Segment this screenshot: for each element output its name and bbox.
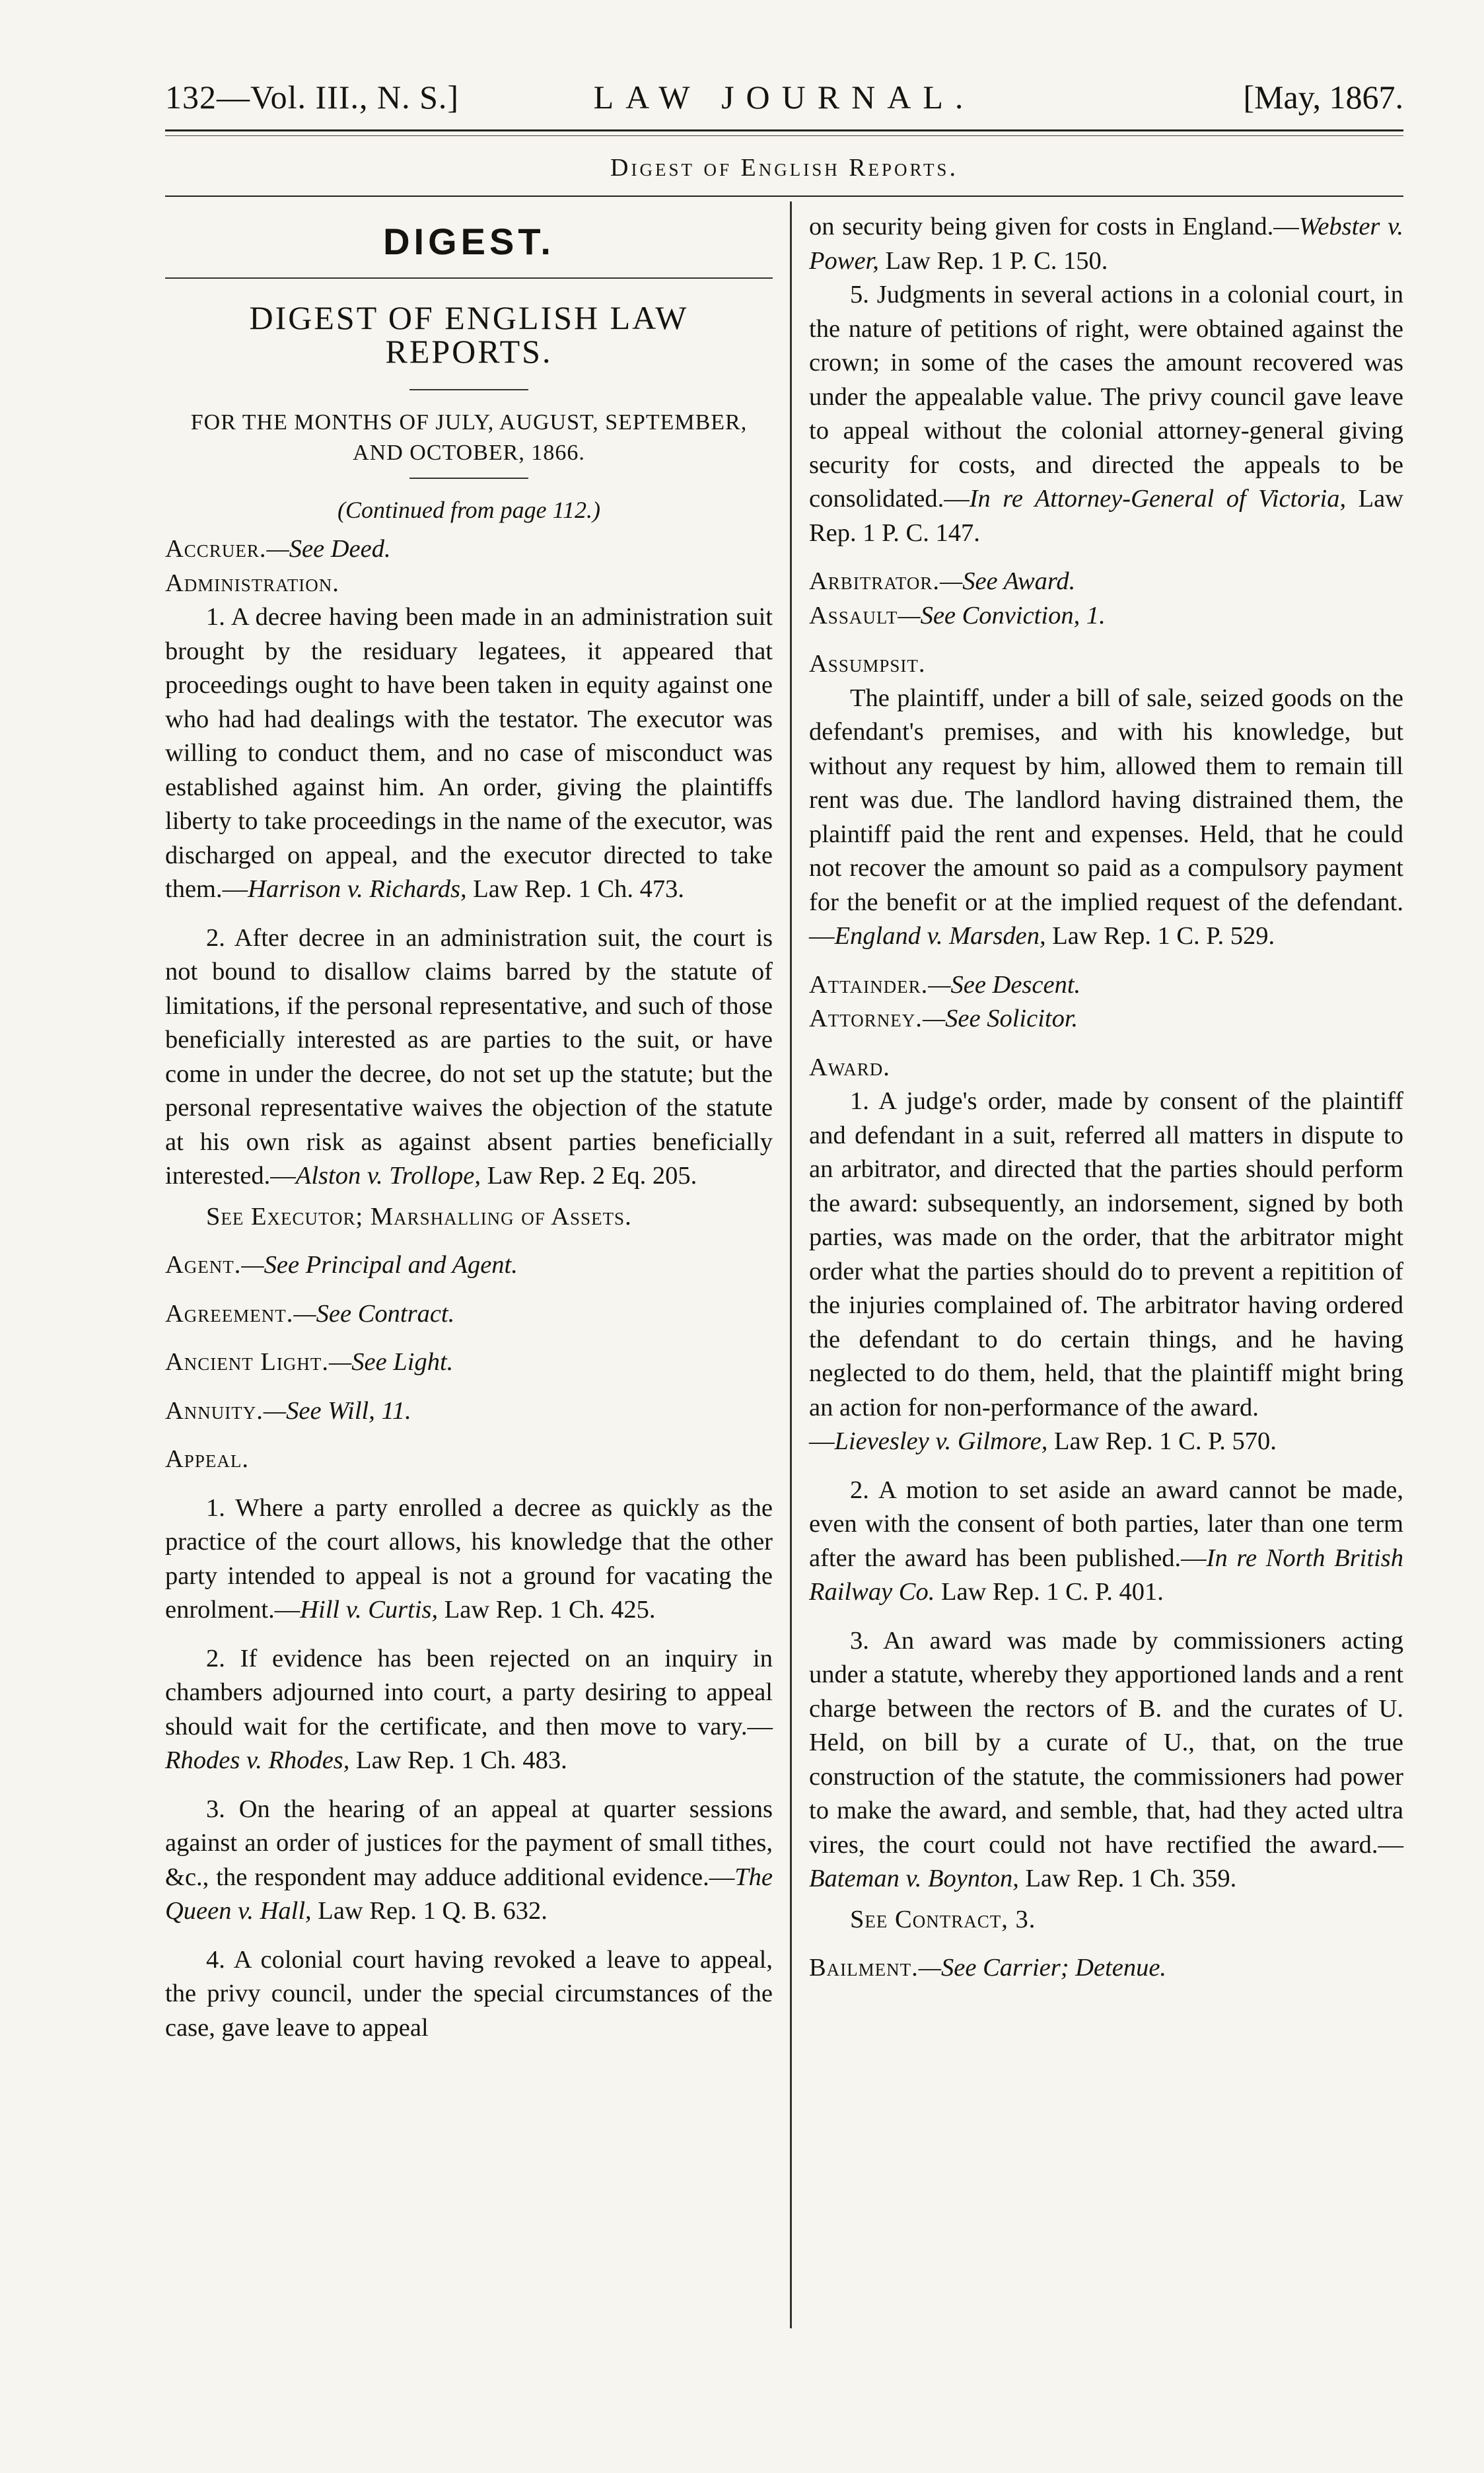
entry-agent: Agent.—See Principal and Agent. [165,1251,518,1279]
award-para-1: 1. A judge's order, made by consent of the plaintiff and defendant in a suit, referred all matters in dispute to an arbitrator, and directed that the parties should perform the award: subsequently, an indorsement, signed by both parties, was made on the order, that the arbitrator might order what the parties should do to prevent a repitition of the injuries complained of. The arbitrator having ordered the defendant to do certain things, and he having neglected to do them, held, that the plaintiff might bring an action for non-performance of the award. —Lievesley v. Gilmore, Law Rep. 1 C. P. 570. [809,1087,1403,1455]
entry-attorney: Attorney.—See Solicitor. [809,1005,1078,1032]
column-divider [790,201,792,2328]
entry-attainder: Attainder.—See Descent. [809,970,1081,999]
administration-para-1: 1. A decree having been made in an administration suit brought by the residuary legatees, it appeared that proceedings ought to have been taken in equity against one who had had dealings with the testator. The executor was willing to conduct them, and no case of misconduct was established against him. An order, giving the plaintiffs liberty to take proceedings in the name of the executor, was discharged on appeal, and the executor directed to take them.—Harrison v. Richards, Law Rep. 1 Ch. 473. [165,603,773,903]
administration-see-also: See Executor; Marshalling of Assets. [206,1202,632,1231]
appeal-para-5: 5. Judgments in several actions in a colonial court, in the nature of petitions of right, were obtained against the crown; in some of the cases the amount recovered was under the appealable value. The privy council gave leave to appeal without the colonial attorney-general giving security for costs, and directed the appeals to be consolidated.—In re Attorney-General of Victoria, Law Rep. 1 P. C. 147. [809,281,1403,547]
entry-award-heading: Award. [809,1053,890,1081]
administration-para-2: 2. After decree in an administration suit, the court is not bound to disallow claims barred by the statute of limitations, if the personal representative, and such of those beneficially interested as are parties to the suit, or have come in under the decree, do not set up the statute; but the personal representative waives the objection of the statute at his own risk as against absent parties beneficially interested.—Alston v. Trollope, Law Rep. 2 Eq. 205. [165,923,773,1190]
entry-accruer: Accruer.—See Deed. [165,535,391,563]
running-header [165,78,1403,131]
continued-note: (Continued from page 112.) [337,496,600,523]
entry-administration-heading: Administration. [165,569,339,597]
entry-ancient-light: Ancient Light.—See Light. [165,1348,454,1376]
months-rule [409,478,528,479]
entry-annuity: Annuity.—See Will, 11. [165,1396,411,1425]
right-column [809,210,1403,1986]
header-rule [165,129,1403,136]
appeal-para-2: 2. If evidence has been rejected on an inquiry in chambers adjourned into court, a party desiring to appeal should wait for the certificate, and then move to vary.—Rhodes v. Rhodes, Law Rep. 1 Ch. 483. [165,1644,773,1774]
header-date: [May, 1867. [1243,79,1403,116]
award-para-3: 3. An award was made by commissioners acting under a statute, whereby they apportioned lands and a rent charge between the rectors of B. and the curates of U. Held, on bill by a curate of U., that, on the true construction of the statute, the commissioners had power to make the award, and semble, that, had they acted ultra vires, the court could not have rectified the award.—Bateman v. Boynton, Law Rep. 1 Ch. 359. [809,1626,1403,1892]
section-title: DIGEST OF ENGLISH LAW REPORTS. [249,299,689,370]
left-column [165,210,773,2045]
entry-assault: Assault—See Conviction, 1. [809,601,1106,629]
appeal-para-1: 1. Where a party enrolled a decree as quickly as the practice of the court allows, his knowledge that the other party intended to appeal is not a ground for vacating the enrolment.—Hill v. Curtis, Law Rep. 1 Ch. 425. [165,1493,773,1624]
appeal-para-3: 3. On the hearing of an appeal at quarter sessions against an order of justices for the payment of small tithes, &c., the respondent may adduce additional evidence.—The Queen v. Hall, Law Rep. 1 Q. B. 632. [165,1795,773,1925]
appeal-para-4: 4. A colonial court having revoked a leave to appeal, the privy council, under the special circumstances of the case, gave leave to appeal [165,1945,773,2042]
assumpsit-para-1: The plaintiff, under a bill of sale, seized goods on the defendant's premises, and with his knowledge, but without any request by him, allowed them to remain till rent was due. The landlord having distrained them, the plaintiff paid the rent and expenses. Held, that he could not recover the amount so paid as a compulsory payment for the benefit or at the implied request of the defendant.—England v. Marsden, Law Rep. 1 C. P. 529. [809,684,1403,950]
award-see-also: See Contract, 3. [850,1905,1036,1933]
page-subheading: Digest of English Reports. [610,154,958,182]
entry-appeal-heading: Appeal. [165,1445,249,1473]
subheading-rule [165,196,1403,197]
header-journal-title: LAW JOURNAL. [593,79,975,116]
entry-bailment: Bailment.—See Carrier; Detenue. [809,1954,1167,1982]
digest-title: DIGEST. [383,221,555,262]
section-rule [409,389,528,390]
title-rule [165,277,773,279]
award-para-2: 2. A motion to set aside an award cannot be made, even with the consent of both parties, later than one term after the award has been published.—In re North British Railway Co. Law Rep. 1 C. P. 401. [809,1476,1403,1606]
entry-agreement: Agreement.—See Contract. [165,1299,455,1328]
entry-arbitrator: Arbitrator.—See Award. [809,567,1076,595]
digest-months: FOR THE MONTHS OF JULY, AUGUST, SEPTEMBER, AND OCTOBER, 1866. [190,410,748,465]
appeal-para-4-continued: on security being given for costs in England.—Webster v. Power, Law Rep. 1 P. C. 150. [809,213,1403,275]
entry-assumpsit-heading: Assumpsit. [809,650,926,678]
header-volume: 132—Vol. III., N. S.] [165,79,460,116]
